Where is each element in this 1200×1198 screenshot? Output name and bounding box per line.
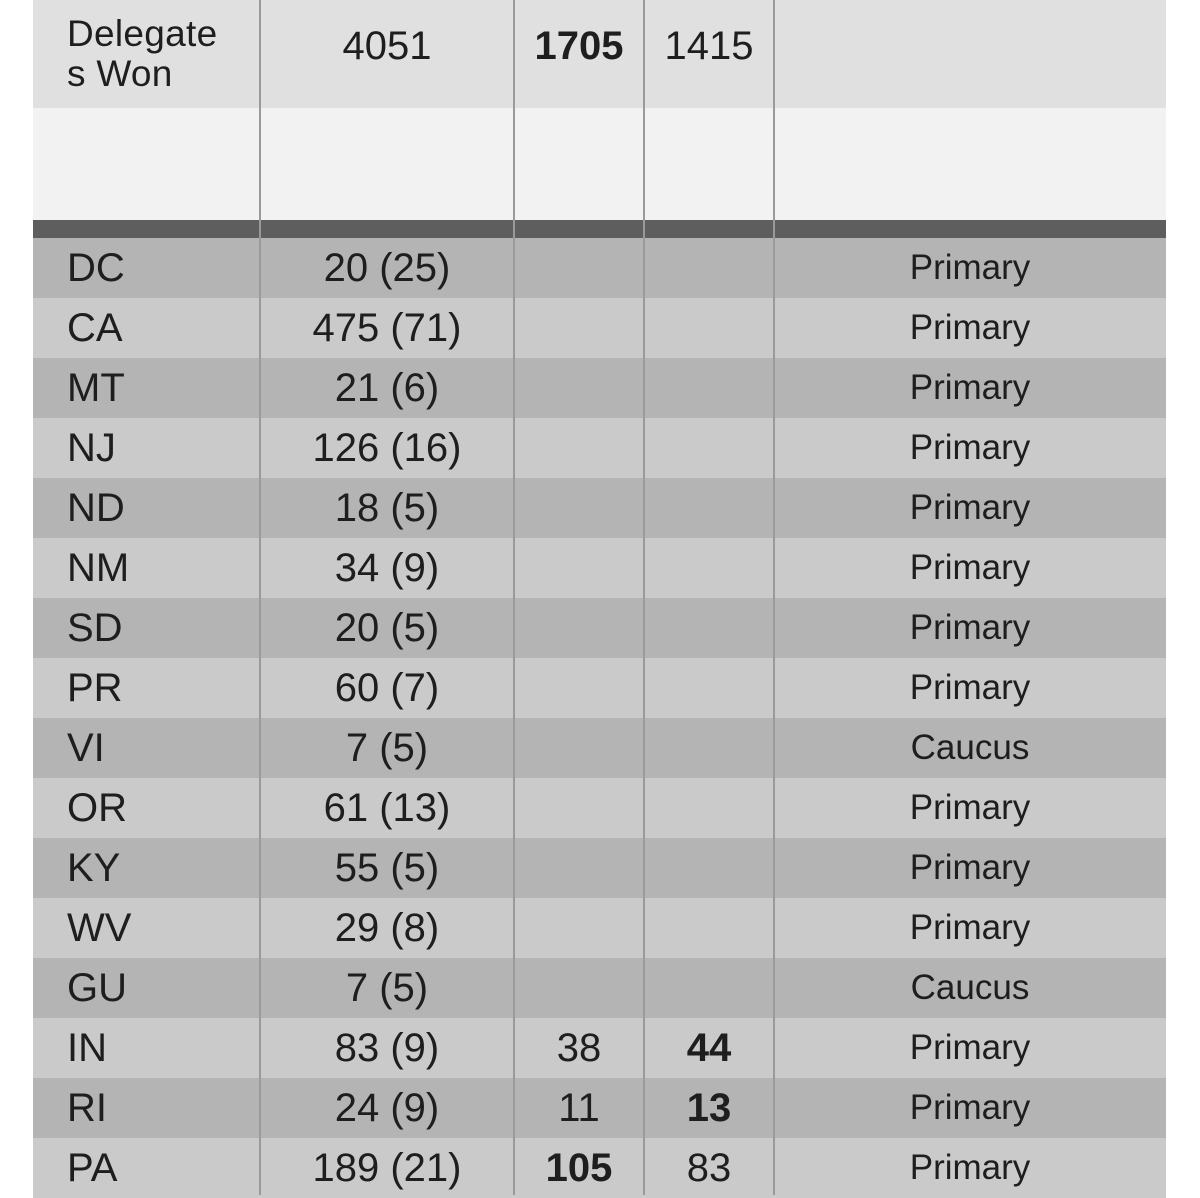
candidate-a-cell: [514, 1018, 644, 1078]
delegate-table: [33, 0, 1166, 1195]
delegates-cell-text: 20 (5): [334, 605, 440, 650]
header-candidate-b-text: 1415: [664, 23, 754, 68]
state-cell: [33, 598, 260, 658]
contest-type-cell-text: Primary: [909, 788, 1031, 827]
header-candidate-b: [644, 0, 774, 100]
delegates-cell: [260, 238, 514, 298]
table-row: [33, 358, 1166, 418]
delegates-cell-text: 34 (9): [334, 545, 440, 590]
header-row: [33, 0, 1166, 108]
state-cell-text: PR: [67, 665, 123, 710]
column-divider: [259, 0, 261, 1195]
delegates-cell: [260, 538, 514, 598]
state-cell: [33, 718, 260, 778]
state-cell-text: SD: [67, 605, 123, 650]
column-divider: [513, 0, 515, 1195]
header-label: [33, 0, 260, 108]
contest-type-cell-text: Caucus: [910, 968, 1030, 1007]
contest-type-cell-text: Primary: [909, 548, 1031, 587]
contest-type-cell-text: Primary: [909, 848, 1031, 887]
contest-type-cell: [774, 718, 1166, 778]
delegates-cell-text: 61 (13): [323, 785, 451, 830]
state-cell: [33, 298, 260, 358]
delegates-cell-text: 60 (7): [334, 665, 440, 710]
contest-type-cell-text: Caucus: [910, 728, 1030, 767]
contest-type-cell: [774, 778, 1166, 838]
contest-type-cell: [774, 958, 1166, 1018]
state-cell: [33, 1138, 260, 1198]
state-cell: [33, 1018, 260, 1078]
candidate-a-cell: [514, 598, 644, 658]
contest-type-cell-text: Primary: [909, 908, 1031, 947]
candidate-b-cell: [644, 838, 774, 898]
candidate-b-cell-text: 13: [686, 1085, 732, 1130]
state-cell: [33, 838, 260, 898]
header-total: [260, 0, 514, 100]
state-cell: [33, 658, 260, 718]
candidate-a-cell: [514, 898, 644, 958]
candidate-b-cell: [644, 598, 774, 658]
delegates-cell-text: 18 (5): [334, 485, 440, 530]
candidate-b-cell: [644, 1078, 774, 1138]
candidate-a-cell: [514, 478, 644, 538]
table-row: [33, 598, 1166, 658]
contest-type-cell-text: Primary: [909, 668, 1031, 707]
candidate-b-cell: [644, 898, 774, 958]
state-cell-text: CA: [67, 305, 123, 350]
contest-type-cell: [774, 1078, 1166, 1138]
delegates-cell: [260, 478, 514, 538]
header-candidate-a: [514, 0, 644, 100]
table-row: [33, 958, 1166, 1018]
candidate-a-cell: [514, 718, 644, 778]
candidate-a-cell: [514, 838, 644, 898]
state-cell-text: ND: [67, 485, 125, 530]
contest-type-cell: [774, 298, 1166, 358]
contest-type-cell-text: Primary: [909, 428, 1031, 467]
candidate-a-cell: [514, 538, 644, 598]
state-cell: [33, 1078, 260, 1138]
table-row: [33, 658, 1166, 718]
state-cell: [33, 778, 260, 838]
contest-type-cell: [774, 1018, 1166, 1078]
delegates-cell: [260, 418, 514, 478]
state-cell: [33, 358, 260, 418]
state-cell-text: OR: [67, 785, 127, 830]
delegates-cell: [260, 778, 514, 838]
delegates-cell-text: 20 (25): [323, 245, 451, 290]
candidate-b-cell: [644, 958, 774, 1018]
delegates-cell: [260, 598, 514, 658]
header-separator: [33, 220, 1166, 238]
state-cell-text: WV: [67, 905, 132, 950]
candidate-b-cell: [644, 718, 774, 778]
header-total-text: 4051: [342, 23, 432, 68]
delegates-cell-text: 29 (8): [334, 905, 440, 950]
table-row: [33, 1078, 1166, 1138]
contest-type-cell: [774, 538, 1166, 598]
contest-type-cell: [774, 838, 1166, 898]
state-cell-text: DC: [67, 245, 125, 290]
contest-type-cell: [774, 358, 1166, 418]
state-cell-text: IN: [67, 1025, 107, 1070]
state-cell-text: NJ: [67, 425, 116, 470]
delegates-cell: [260, 1078, 514, 1138]
state-cell-text: KY: [67, 845, 121, 890]
candidate-a-cell: [514, 298, 644, 358]
delegates-cell: [260, 898, 514, 958]
header-label-text: Delegate s Won: [67, 13, 218, 94]
delegates-cell-text: 126 (16): [312, 425, 462, 470]
header-spacer-row: [33, 108, 1166, 220]
table-row: [33, 538, 1166, 598]
candidate-b-cell: [644, 658, 774, 718]
contest-type-cell: [774, 418, 1166, 478]
state-cell-text: MT: [67, 365, 125, 410]
delegates-cell: [260, 358, 514, 418]
state-cell: [33, 238, 260, 298]
candidate-b-cell: [644, 358, 774, 418]
candidate-a-cell: [514, 658, 644, 718]
candidate-b-cell: [644, 538, 774, 598]
candidate-a-cell-text: 105: [545, 1145, 613, 1190]
candidate-a-cell-text: 38: [556, 1025, 602, 1070]
candidate-a-cell: [514, 958, 644, 1018]
state-cell: [33, 958, 260, 1018]
delegates-cell-text: 475 (71): [312, 305, 462, 350]
table-row: [33, 1018, 1166, 1078]
contest-type-cell-text: Primary: [909, 1148, 1031, 1187]
table-row: [33, 478, 1166, 538]
candidate-a-cell: [514, 418, 644, 478]
table-row: [33, 718, 1166, 778]
contest-type-cell-text: Primary: [909, 608, 1031, 647]
contest-type-cell: [774, 1138, 1166, 1198]
state-cell: [33, 538, 260, 598]
candidate-a-cell: [514, 238, 644, 298]
candidate-b-cell: [644, 418, 774, 478]
delegates-cell-text: 83 (9): [334, 1025, 440, 1070]
contest-type-cell-text: Primary: [909, 488, 1031, 527]
candidate-b-cell: [644, 298, 774, 358]
state-cell-text: PA: [67, 1145, 118, 1190]
delegates-cell: [260, 658, 514, 718]
table-row: [33, 778, 1166, 838]
column-divider: [643, 0, 645, 1195]
contest-type-cell: [774, 478, 1166, 538]
table-row: [33, 1138, 1166, 1198]
delegates-cell-text: 189 (21): [312, 1145, 462, 1190]
state-cell: [33, 418, 260, 478]
state-cell-text: GU: [67, 965, 127, 1010]
contest-type-cell-text: Primary: [909, 1088, 1031, 1127]
state-cell: [33, 478, 260, 538]
contest-type-cell: [774, 898, 1166, 958]
contest-type-cell: [774, 238, 1166, 298]
delegates-cell: [260, 1138, 514, 1198]
delegates-cell-text: 7 (5): [345, 725, 429, 770]
candidate-b-cell: [644, 478, 774, 538]
table-row: [33, 298, 1166, 358]
candidate-b-cell-text: 83: [686, 1145, 732, 1190]
candidate-b-cell: [644, 1138, 774, 1198]
contest-type-cell: [774, 658, 1166, 718]
delegates-cell: [260, 718, 514, 778]
state-cell: [33, 898, 260, 958]
contest-type-cell-text: Primary: [909, 248, 1031, 287]
table-row: [33, 418, 1166, 478]
state-cell-text: RI: [67, 1085, 107, 1130]
delegates-cell-text: 21 (6): [334, 365, 440, 410]
candidate-b-cell-text: 44: [686, 1025, 732, 1070]
delegates-cell: [260, 1018, 514, 1078]
delegates-cell: [260, 958, 514, 1018]
table-row: [33, 838, 1166, 898]
delegates-cell-text: 55 (5): [334, 845, 440, 890]
table-row: [33, 238, 1166, 298]
contest-type-cell-text: Primary: [909, 1028, 1031, 1067]
candidate-a-cell: [514, 1138, 644, 1198]
candidate-b-cell: [644, 1018, 774, 1078]
contest-type-cell-text: Primary: [909, 368, 1031, 407]
column-divider: [773, 0, 775, 1195]
candidate-b-cell: [644, 238, 774, 298]
candidate-a-cell: [514, 778, 644, 838]
candidate-b-cell: [644, 778, 774, 838]
state-cell-text: VI: [67, 725, 105, 770]
candidate-a-cell: [514, 1078, 644, 1138]
header-candidate-a-text: 1705: [534, 23, 624, 68]
state-cell-text: NM: [67, 545, 130, 590]
delegates-cell-text: 24 (9): [334, 1085, 440, 1130]
delegates-cell: [260, 838, 514, 898]
candidate-a-cell: [514, 358, 644, 418]
table-row: [33, 898, 1166, 958]
contest-type-cell-text: Primary: [909, 308, 1031, 347]
delegates-cell-text: 7 (5): [345, 965, 429, 1010]
candidate-a-cell-text: 11: [558, 1085, 600, 1130]
delegates-cell: [260, 298, 514, 358]
table-body: [33, 238, 1166, 1198]
header-type: [774, 0, 1166, 108]
contest-type-cell: [774, 598, 1166, 658]
